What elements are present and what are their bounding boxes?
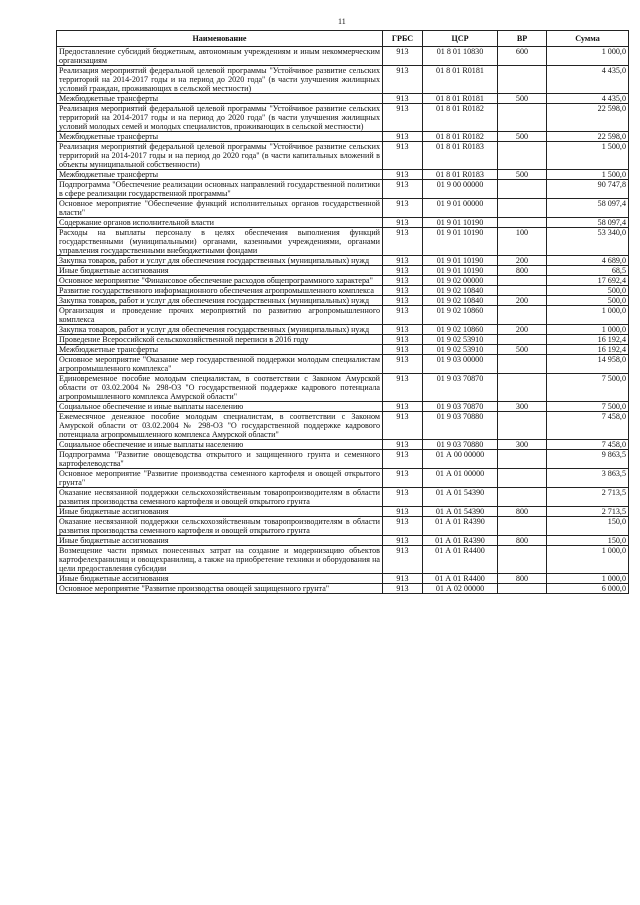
row-vr: 300 <box>498 402 547 412</box>
row-vr: 800 <box>498 536 547 546</box>
row-sum: 2 713,5 <box>547 488 629 507</box>
table-row <box>57 66 629 94</box>
row-name: Межбюджетные трансферты <box>57 345 383 355</box>
row-sum: 3 863,5 <box>547 469 629 488</box>
row-grbs: 913 <box>383 335 423 345</box>
row-sum: 150,0 <box>547 536 629 546</box>
row-csr: 01 9 03 00000 <box>423 355 498 374</box>
row-grbs: 913 <box>383 440 423 450</box>
row-vr <box>498 218 547 228</box>
header-name: Наименование <box>57 31 383 47</box>
header-sum: Сумма <box>547 31 629 47</box>
table-row <box>57 256 629 266</box>
row-name: Межбюджетные трансферты <box>57 132 383 142</box>
table-row <box>57 180 629 199</box>
row-sum: 1 500,0 <box>547 142 629 170</box>
row-grbs: 913 <box>383 256 423 266</box>
row-grbs: 913 <box>383 517 423 536</box>
row-sum: 4 435,0 <box>547 94 629 104</box>
row-name: Ежемесячное денежное пособие молодым специалистам, в соответствии с Законом Амурской области от 03.02.2004 № 298-ОЗ "О государственной поддержке кадрового потенциала агропромышленного комплекса Амурской области" <box>57 412 383 440</box>
row-sum: 22 598,0 <box>547 104 629 132</box>
row-csr: 01 А 02 00000 <box>423 584 498 594</box>
row-csr: 01 9 03 70870 <box>423 374 498 402</box>
row-name: Расходы на выплаты персоналу в целях обеспечения выполнения функций государственными (муниципальными) органами, казенными учреждениями, органами управления государственными внебюджетными фондами <box>57 228 383 256</box>
row-name: Межбюджетные трансферты <box>57 94 383 104</box>
table-row <box>57 507 629 517</box>
row-vr: 300 <box>498 440 547 450</box>
row-csr: 01 9 01 10190 <box>423 256 498 266</box>
table-row <box>57 584 629 594</box>
row-vr <box>498 199 547 218</box>
row-sum: 17 692,4 <box>547 276 629 286</box>
row-name: Закупка товаров, работ и услуг для обеспечения государственных (муниципальных) нужд <box>57 325 383 335</box>
row-sum: 2 713,5 <box>547 507 629 517</box>
row-vr <box>498 450 547 469</box>
row-grbs: 913 <box>383 180 423 199</box>
table-row <box>57 132 629 142</box>
row-csr: 01 8 01 R0182 <box>423 132 498 142</box>
row-sum: 9 863,5 <box>547 450 629 469</box>
row-name: Реализация мероприятий федеральной целевой программы "Устойчивое развитие сельских территорий на 2014-2017 годы и на период до 2020 года" (в части капитальных вложений в объекты муниципальной собственности) <box>57 142 383 170</box>
row-sum: 4 435,0 <box>547 66 629 94</box>
table-row <box>57 450 629 469</box>
row-name: Основное мероприятие "Развитие производства овощей защищенного грунта" <box>57 584 383 594</box>
row-sum: 500,0 <box>547 286 629 296</box>
row-sum: 16 192,4 <box>547 335 629 345</box>
row-name: Содержание органов исполнительной власти <box>57 218 383 228</box>
table-row <box>57 536 629 546</box>
row-vr <box>498 66 547 94</box>
row-vr: 100 <box>498 228 547 256</box>
row-grbs: 913 <box>383 306 423 325</box>
row-grbs: 913 <box>383 488 423 507</box>
header-grbs: ГРБС <box>383 31 423 47</box>
row-name: Единовременное пособие молодым специалистам, в соответствии с Законом Амурской области от 03.02.2004 № 298-ОЗ "О государственной поддержке кадрового потенциала агропромышленного комплекса Амурской области" <box>57 374 383 402</box>
row-csr: 01 9 02 53910 <box>423 345 498 355</box>
row-sum: 150,0 <box>547 517 629 536</box>
row-csr: 01 А 01 R4390 <box>423 517 498 536</box>
table-row <box>57 266 629 276</box>
row-csr: 01 9 03 70870 <box>423 402 498 412</box>
row-sum: 1 000,0 <box>547 546 629 574</box>
row-grbs: 913 <box>383 132 423 142</box>
row-grbs: 913 <box>383 345 423 355</box>
row-csr: 01 А 00 00000 <box>423 450 498 469</box>
row-sum: 14 958,0 <box>547 355 629 374</box>
row-name: Проведение Всероссийской сельскохозяйственной переписи в 2016 году <box>57 335 383 345</box>
row-sum: 1 000,0 <box>547 306 629 325</box>
row-vr: 200 <box>498 325 547 335</box>
row-vr <box>498 488 547 507</box>
row-grbs: 913 <box>383 47 423 66</box>
table-row <box>57 47 629 66</box>
row-csr: 01 8 01 R0182 <box>423 104 498 132</box>
table-row <box>57 517 629 536</box>
row-vr <box>498 584 547 594</box>
row-csr: 01 8 01 R0183 <box>423 170 498 180</box>
table-row <box>57 335 629 345</box>
row-csr: 01 А 01 54390 <box>423 507 498 517</box>
table-row <box>57 355 629 374</box>
table-row <box>57 574 629 584</box>
row-csr: 01 9 01 10190 <box>423 266 498 276</box>
row-grbs: 913 <box>383 218 423 228</box>
table-row <box>57 402 629 412</box>
row-sum: 7 500,0 <box>547 374 629 402</box>
table-row <box>57 440 629 450</box>
row-grbs: 913 <box>383 66 423 94</box>
row-csr: 01 9 02 10840 <box>423 296 498 306</box>
table-row <box>57 296 629 306</box>
row-csr: 01 9 02 53910 <box>423 335 498 345</box>
row-csr: 01 А 01 R4400 <box>423 546 498 574</box>
row-grbs: 913 <box>383 142 423 170</box>
row-name: Социальное обеспечение и иные выплаты населению <box>57 402 383 412</box>
row-vr <box>498 276 547 286</box>
row-vr <box>498 412 547 440</box>
row-vr: 200 <box>498 256 547 266</box>
row-grbs: 913 <box>383 199 423 218</box>
table-row <box>57 325 629 335</box>
row-csr: 01 9 01 00000 <box>423 199 498 218</box>
row-grbs: 913 <box>383 296 423 306</box>
row-csr: 01 А 01 00000 <box>423 469 498 488</box>
row-grbs: 913 <box>383 94 423 104</box>
row-sum: 7 500,0 <box>547 402 629 412</box>
row-sum: 7 458,0 <box>547 440 629 450</box>
row-csr: 01 9 02 10860 <box>423 306 498 325</box>
row-vr <box>498 180 547 199</box>
row-sum: 4 689,0 <box>547 256 629 266</box>
row-grbs: 913 <box>383 355 423 374</box>
row-vr: 800 <box>498 507 547 517</box>
row-vr <box>498 469 547 488</box>
row-name: Межбюджетные трансферты <box>57 170 383 180</box>
table-header-row <box>57 31 629 47</box>
budget-table <box>56 30 629 594</box>
table-row <box>57 412 629 440</box>
row-csr: 01 8 01 R0183 <box>423 142 498 170</box>
row-name: Иные бюджетные ассигнования <box>57 266 383 276</box>
row-grbs: 913 <box>383 286 423 296</box>
row-csr: 01 9 02 10860 <box>423 325 498 335</box>
row-vr <box>498 286 547 296</box>
row-sum: 90 747,8 <box>547 180 629 199</box>
table-row <box>57 94 629 104</box>
row-vr <box>498 104 547 132</box>
table-row <box>57 374 629 402</box>
row-sum: 1 000,0 <box>547 325 629 335</box>
table-row <box>57 546 629 574</box>
row-name: Подпрограмма "Обеспечение реализации основных направлений государственной политики в сфере реализации государственной программы" <box>57 180 383 199</box>
row-vr: 800 <box>498 266 547 276</box>
row-name: Иные бюджетные ассигнования <box>57 536 383 546</box>
row-csr: 01 9 02 10840 <box>423 286 498 296</box>
row-vr <box>498 546 547 574</box>
row-name: Закупка товаров, работ и услуг для обеспечения государственных (муниципальных) нужд <box>57 256 383 266</box>
row-name: Основное мероприятие "Развитие производства семенного картофеля и овощей открытого грунта" <box>57 469 383 488</box>
row-grbs: 913 <box>383 170 423 180</box>
row-csr: 01 9 01 10190 <box>423 218 498 228</box>
row-name: Основное мероприятие "Оказание мер государственной поддержки молодым специалистам агропромышленного комплекса" <box>57 355 383 374</box>
row-vr <box>498 374 547 402</box>
row-grbs: 913 <box>383 536 423 546</box>
table-row <box>57 104 629 132</box>
row-name: Оказание несвязанной поддержки сельскохозяйственным товаропроизводителям в области развития производства семенного картофеля и овощей открытого грунта <box>57 517 383 536</box>
row-grbs: 913 <box>383 507 423 517</box>
row-name: Социальное обеспечение и иные выплаты населению <box>57 440 383 450</box>
row-sum: 6 000,0 <box>547 584 629 594</box>
row-name: Иные бюджетные ассигнования <box>57 507 383 517</box>
row-grbs: 913 <box>383 412 423 440</box>
table-row <box>57 286 629 296</box>
row-vr: 500 <box>498 94 547 104</box>
row-sum: 22 598,0 <box>547 132 629 142</box>
table-row <box>57 276 629 286</box>
page-number: 11 <box>338 17 346 26</box>
row-name: Основное мероприятие "Финансовое обеспечение расходов общепрограммного характера" <box>57 276 383 286</box>
row-name: Иные бюджетные ассигнования <box>57 574 383 584</box>
row-grbs: 913 <box>383 276 423 286</box>
table-row <box>57 306 629 325</box>
header-csr: ЦСР <box>423 31 498 47</box>
row-sum: 16 192,4 <box>547 345 629 355</box>
row-csr: 01 8 01 10830 <box>423 47 498 66</box>
header-vr: ВР <box>498 31 547 47</box>
row-sum: 1 000,0 <box>547 47 629 66</box>
row-name: Организация и проведение прочих мероприятий по развитию агропромышленного комплекса <box>57 306 383 325</box>
row-name: Реализация мероприятий федеральной целевой программы "Устойчивое развитие сельских территорий на 2014-2017 годы и на период до 2020 года" (в части улучшения жилищных условий молодых семей и молодых специалистов, проживающих в сельской местности) <box>57 104 383 132</box>
row-csr: 01 9 03 70880 <box>423 440 498 450</box>
row-grbs: 913 <box>383 574 423 584</box>
row-grbs: 913 <box>383 546 423 574</box>
row-vr <box>498 306 547 325</box>
row-grbs: 913 <box>383 402 423 412</box>
row-grbs: 913 <box>383 584 423 594</box>
row-grbs: 913 <box>383 104 423 132</box>
row-vr: 600 <box>498 47 547 66</box>
row-csr: 01 А 01 R4400 <box>423 574 498 584</box>
row-sum: 7 458,0 <box>547 412 629 440</box>
row-grbs: 913 <box>383 469 423 488</box>
row-vr: 500 <box>498 170 547 180</box>
row-csr: 01 9 03 70880 <box>423 412 498 440</box>
row-vr: 500 <box>498 345 547 355</box>
table-row <box>57 488 629 507</box>
row-csr: 01 А 01 54390 <box>423 488 498 507</box>
row-vr <box>498 142 547 170</box>
row-name: Закупка товаров, работ и услуг для обеспечения государственных (муниципальных) нужд <box>57 296 383 306</box>
table-row <box>57 469 629 488</box>
row-vr: 500 <box>498 132 547 142</box>
table-row <box>57 142 629 170</box>
table-row <box>57 345 629 355</box>
row-grbs: 913 <box>383 374 423 402</box>
row-sum: 58 097,4 <box>547 199 629 218</box>
row-sum: 58 097,4 <box>547 218 629 228</box>
row-name: Основное мероприятие "Обеспечение функций исполнительных органов государственной власти" <box>57 199 383 218</box>
row-name: Подпрограмма "Развитие овощеводства открытого и защищенного грунта и семенного картофелеводства" <box>57 450 383 469</box>
table-row <box>57 199 629 218</box>
row-vr <box>498 517 547 536</box>
row-vr: 200 <box>498 296 547 306</box>
row-sum: 500,0 <box>547 296 629 306</box>
row-name: Развитие государственного информационного обеспечения агропромышленного комплекса <box>57 286 383 296</box>
row-sum: 68,5 <box>547 266 629 276</box>
row-sum: 1 500,0 <box>547 170 629 180</box>
row-sum: 1 000,0 <box>547 574 629 584</box>
row-csr: 01 8 01 R0181 <box>423 66 498 94</box>
row-name: Предоставление субсидий бюджетным, автономным учреждениям и иным некоммерческим организациям <box>57 47 383 66</box>
row-vr: 800 <box>498 574 547 584</box>
table-row <box>57 218 629 228</box>
row-grbs: 913 <box>383 450 423 469</box>
row-sum: 53 340,0 <box>547 228 629 256</box>
row-csr: 01 8 01 R0181 <box>423 94 498 104</box>
row-name: Оказание несвязанной поддержки сельскохозяйственным товаропроизводителям в области развития производства семенного картофеля и овощей открытого грунта <box>57 488 383 507</box>
row-csr: 01 9 01 10190 <box>423 228 498 256</box>
row-csr: 01 А 01 R4390 <box>423 536 498 546</box>
row-name: Возмещение части прямых понесенных затрат на создание и модернизацию объектов картофелехранилищ и овощехранилищ, а также на приобретение техники и оборудования на цели предоставления субсидии <box>57 546 383 574</box>
row-vr <box>498 335 547 345</box>
row-grbs: 913 <box>383 325 423 335</box>
row-csr: 01 9 02 00000 <box>423 276 498 286</box>
row-grbs: 913 <box>383 228 423 256</box>
row-csr: 01 9 00 00000 <box>423 180 498 199</box>
row-name: Реализация мероприятий федеральной целевой программы "Устойчивое развитие сельских территорий на 2014-2017 годы и на период до 2020 года" (в части улучшения жилищных условий граждан, проживающих в сельской местности) <box>57 66 383 94</box>
table-row <box>57 228 629 256</box>
row-vr <box>498 355 547 374</box>
table-row <box>57 170 629 180</box>
row-grbs: 913 <box>383 266 423 276</box>
